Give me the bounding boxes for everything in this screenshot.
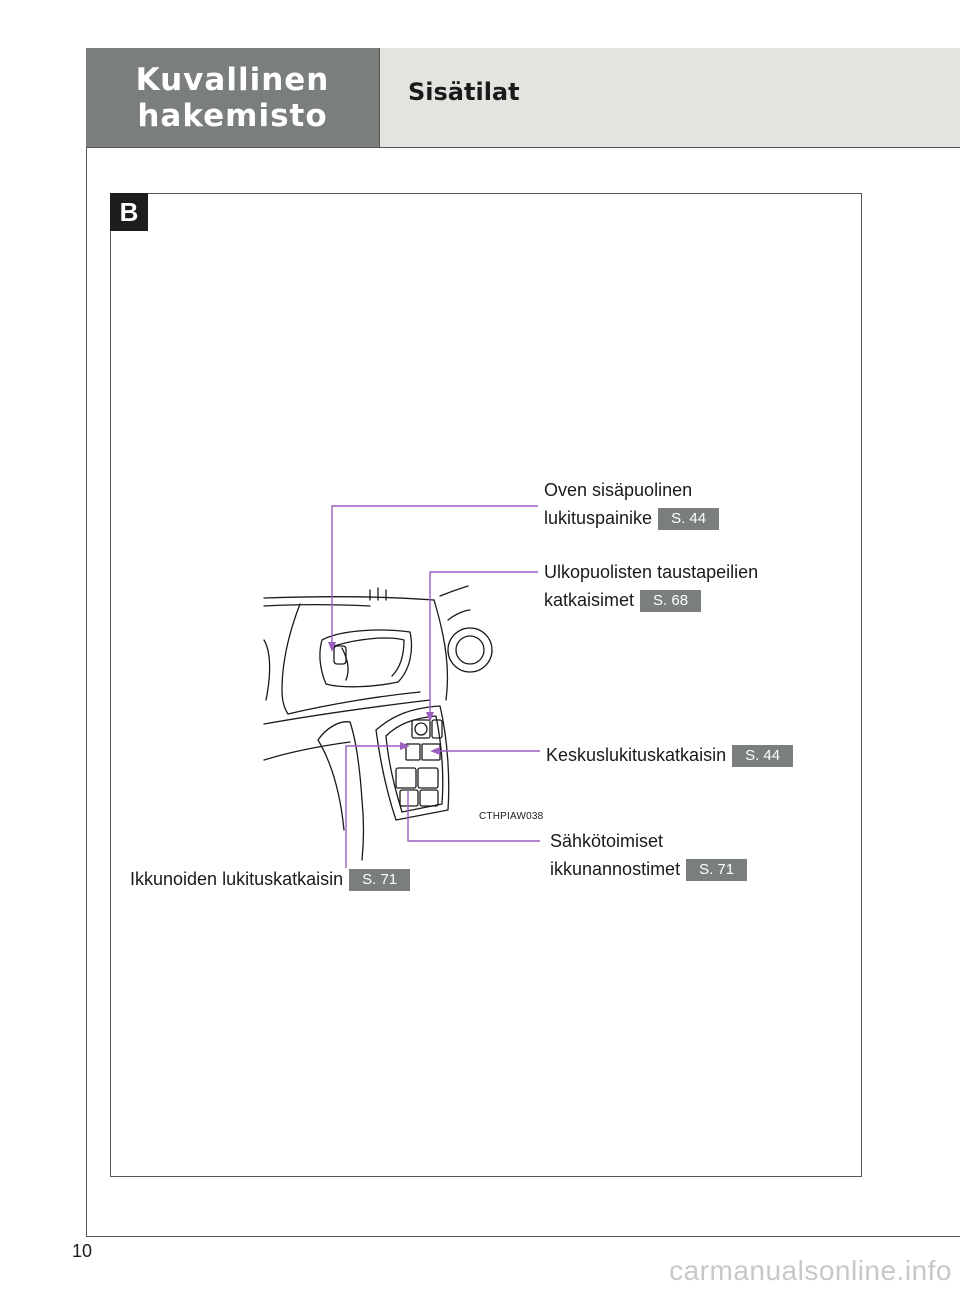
- callout-mirror-line1: Ulkopuolisten taustapeilien: [544, 562, 759, 582]
- callout-power-windows-line2: [550, 855, 747, 883]
- callout-door-lock: [544, 476, 719, 532]
- page-number: 10: [72, 1241, 93, 1261]
- section-title: Kuvallinen hakemisto: [135, 61, 330, 134]
- callout-central-lock-text: Keskuslukituskatkaisin: [546, 745, 727, 765]
- callout-door-lock-line1: Oven sisäpuolinen: [544, 480, 693, 500]
- window-switch-1: [396, 768, 416, 788]
- callout-power-windows-text: ikkunannostimet: [550, 859, 681, 879]
- window-switch-2: [418, 768, 438, 788]
- page-ref-door-lock[interactable]: S. 44: [658, 508, 719, 530]
- callout-window-lock-text: Ikkunoiden lukituskatkaisin: [130, 869, 344, 889]
- page-ref-window-lock[interactable]: S. 71: [349, 869, 410, 891]
- door-top-edge: [264, 597, 434, 600]
- callout-mirror-text: katkaisimet: [544, 590, 635, 610]
- watermark: carmanualsonline.info: [669, 1255, 952, 1286]
- callout-power-windows: [550, 827, 747, 883]
- speaker-ring: [448, 628, 492, 672]
- door-panel-curve: [282, 604, 300, 714]
- lock-knob: [334, 646, 346, 664]
- callout-mirror-switches: [544, 558, 758, 614]
- page-title: Sisätilat: [408, 78, 520, 106]
- armrest: [318, 722, 364, 860]
- page-ref-mirror[interactable]: S. 68: [640, 590, 701, 612]
- callout-window-lock: [130, 865, 410, 893]
- image-code: CTHPIAW038: [479, 811, 544, 822]
- callout-central-lock: [546, 741, 793, 769]
- section-badge: B: [110, 193, 148, 231]
- page-ref-central-lock[interactable]: S. 44: [732, 745, 793, 767]
- callout-door-lock-text: lukituspainike: [544, 508, 653, 528]
- callout-mirror-line2: [544, 586, 758, 614]
- callout-door-lock-line2: [544, 504, 719, 532]
- page-ref-power-windows[interactable]: S. 71: [686, 859, 747, 881]
- callout-power-windows-line1: Sähkötoimiset: [550, 831, 664, 851]
